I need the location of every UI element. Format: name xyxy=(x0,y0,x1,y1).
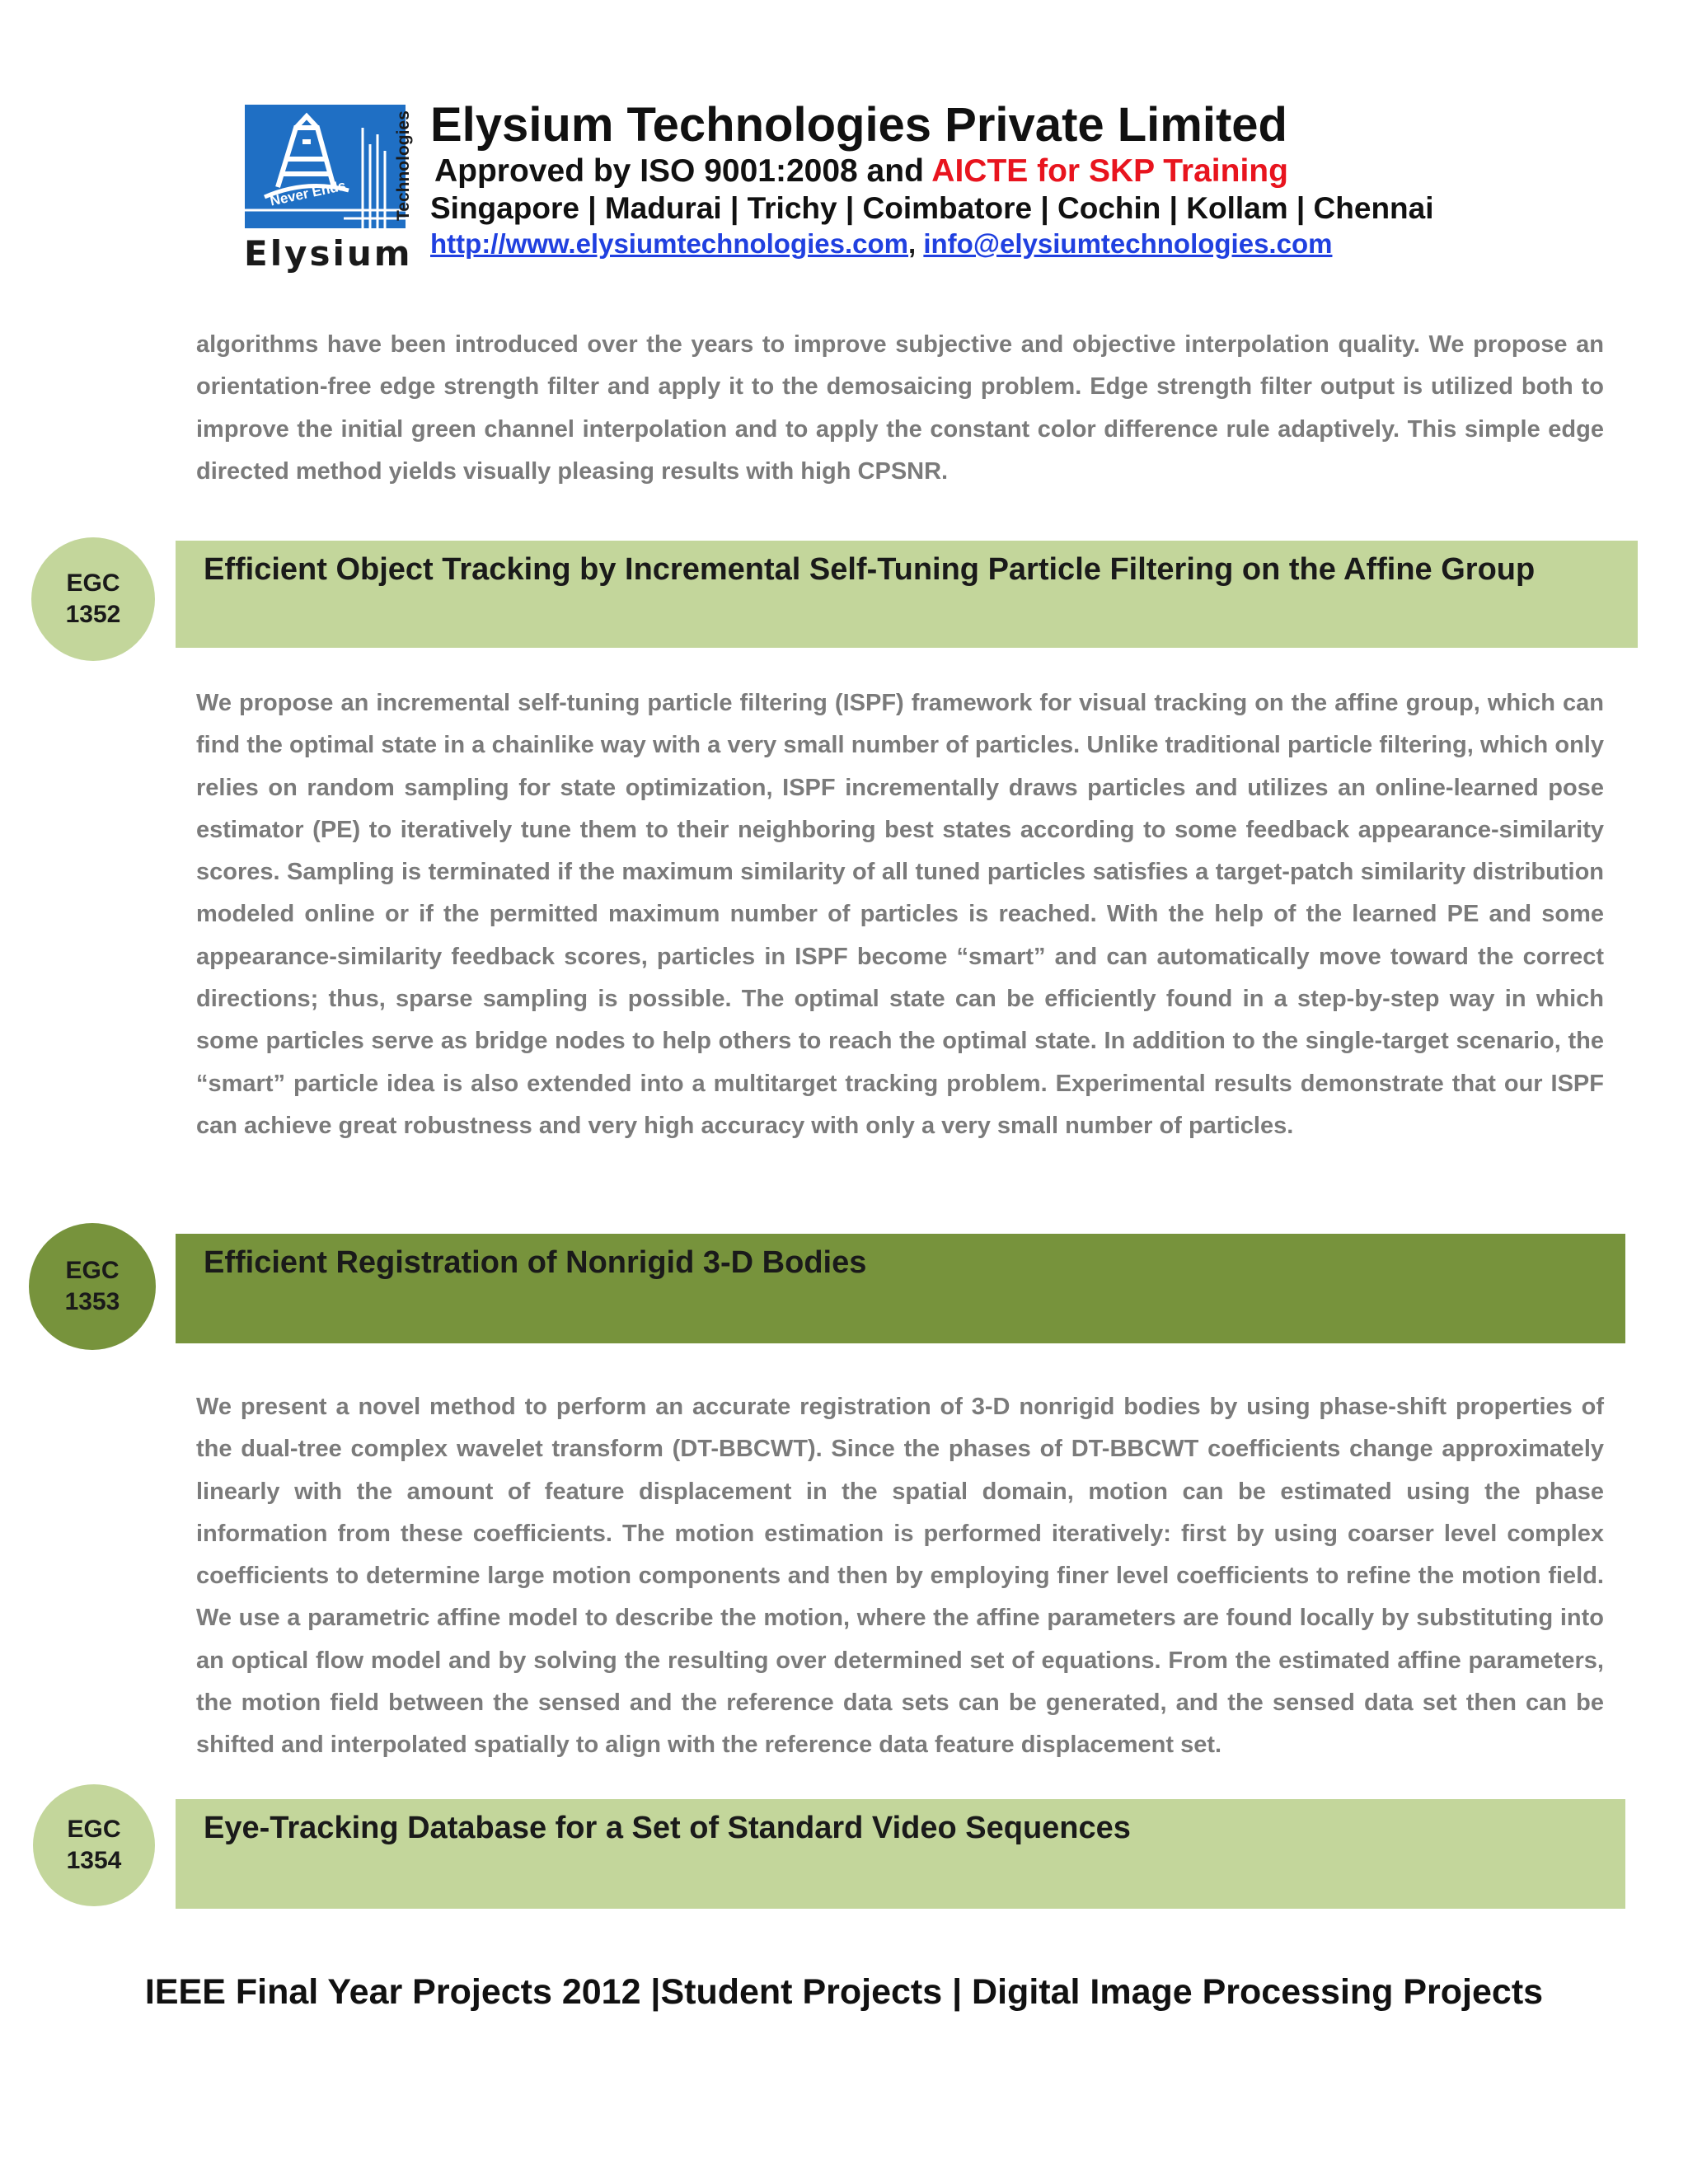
contact-links xyxy=(430,228,1332,260)
website-link[interactable]: http://www.elysiumtechnologies.com xyxy=(430,228,909,259)
project-title: Efficient Registration of Nonrigid 3-D Bodies xyxy=(204,1245,867,1280)
link-separator: , xyxy=(908,228,917,259)
approval-line xyxy=(434,153,1288,190)
code-number: 1352 xyxy=(65,601,121,628)
intro-paragraph: algorithms have been introduced over the years to improve subjective and objective interpolation quality. We propose an orientation-free edge strength filter and apply it to the demosaicing problem. Edge strength filter output is utilized both to improve the initial green channel interpolation and to apply the constant color difference rule adaptively. This simple edge directed method yields visually pleasing results with high CPSNR. xyxy=(196,331,1604,485)
city-list: Singapore | Madurai | Trichy | Coimbatore | Cochin | Kollam | Chennai xyxy=(430,191,1434,225)
logo-wordmark: Elysium xyxy=(244,233,413,274)
project-title-banner xyxy=(176,541,1638,648)
project-abstract: We present a novel method to perform an accurate registration of 3-D nonrigid bodies by using phase-shift properties of the dual-tree complex wavelet transform (DT-BBCWT). Since the phases of DT-BBCWT coefficients change approximately linearly with the amount of feature displacement in the spatial domain, motion can be estimated using the phase information from these coefficients. The motion estimation is performed iteratively: first by using coarser level complex coefficients to determine large motion components and then by employing finer level coefficients to refine the motion field. We use a parametric affine model to describe the motion, where the affine parameters are found locally by substituting into an optical flow model and by solving the resulting over determined set of equations. From the estimated affine parameters, the motion field between the sensed and the reference data sets can be generated, and the sensed data set then can be shifted and interpolated spatially to align with the reference data feature displacement set. xyxy=(196,1394,1604,1759)
project-code-badge xyxy=(33,1784,155,1906)
email-link[interactable]: info@elysiumtechnologies.com xyxy=(923,228,1333,259)
company-name: Elysium Technologies Private Limited xyxy=(430,98,1287,152)
code-prefix: EGC xyxy=(65,1257,120,1284)
code-number: 1354 xyxy=(66,1847,122,1874)
project-title: Eye-Tracking Database for a Set of Standard Video Sequences xyxy=(204,1811,1131,1845)
code-prefix: EGC xyxy=(67,1816,121,1843)
project-code-badge xyxy=(29,1223,156,1350)
code-prefix: EGC xyxy=(66,569,120,597)
approval-highlight: AICTE for SKP Training xyxy=(931,153,1288,189)
project-title-banner xyxy=(176,1234,1625,1343)
project-abstract: We propose an incremental self-tuning particle filtering (ISPF) framework for visual tracking on the affine group, which can find the optimal state in a chainlike way with a very small number of particles. Unlike traditional particle filtering, which only relies on random sampling for state optimization, ISPF incrementally draws particles and utilizes an online-learned pose estimator (PE) to iteratively tune them to their neighboring best states according to some feedback appearance-similarity scores. Sampling is terminated if the maximum similarity of all tuned particles satisfies a target-patch similarity distribution modeled online or if the permitted maximum number of particles is reached. With the help of the learned PE and some appearance-similarity feedback scores, particles in ISPF become “smart” and can automatically move toward the correct directions; thus, sparse sampling is possible. The optimal state can be efficiently found in a step-by-step way in which some particles serve as bridge nodes to help others to reach the optimal state. In addition to the single-target scenario, the “smart” particle idea is also extended into a multitarget tracking problem. Experimental results demonstrate that our ISPF can achieve great robustness and very high accuracy with only a very small number of particles. xyxy=(196,690,1604,1139)
code-number: 1353 xyxy=(64,1288,120,1315)
project-title: Efficient Object Tracking by Incremental Self-Tuning Particle Filtering on the Affine Group xyxy=(204,552,1536,587)
project-code-badge xyxy=(31,537,155,661)
logo-tagline: Never Ends xyxy=(268,177,348,209)
page-footer: IEEE Final Year Projects 2012 |Student Projects | Digital Image Processing Projects xyxy=(144,1972,1544,2012)
approval-prefix: Approved by ISO 9001:2008 and xyxy=(434,153,932,189)
project-title-banner xyxy=(176,1799,1625,1909)
logo-side-text: Technologies xyxy=(394,110,413,221)
company-logo xyxy=(245,105,406,228)
lighthouse-icon xyxy=(245,105,406,228)
